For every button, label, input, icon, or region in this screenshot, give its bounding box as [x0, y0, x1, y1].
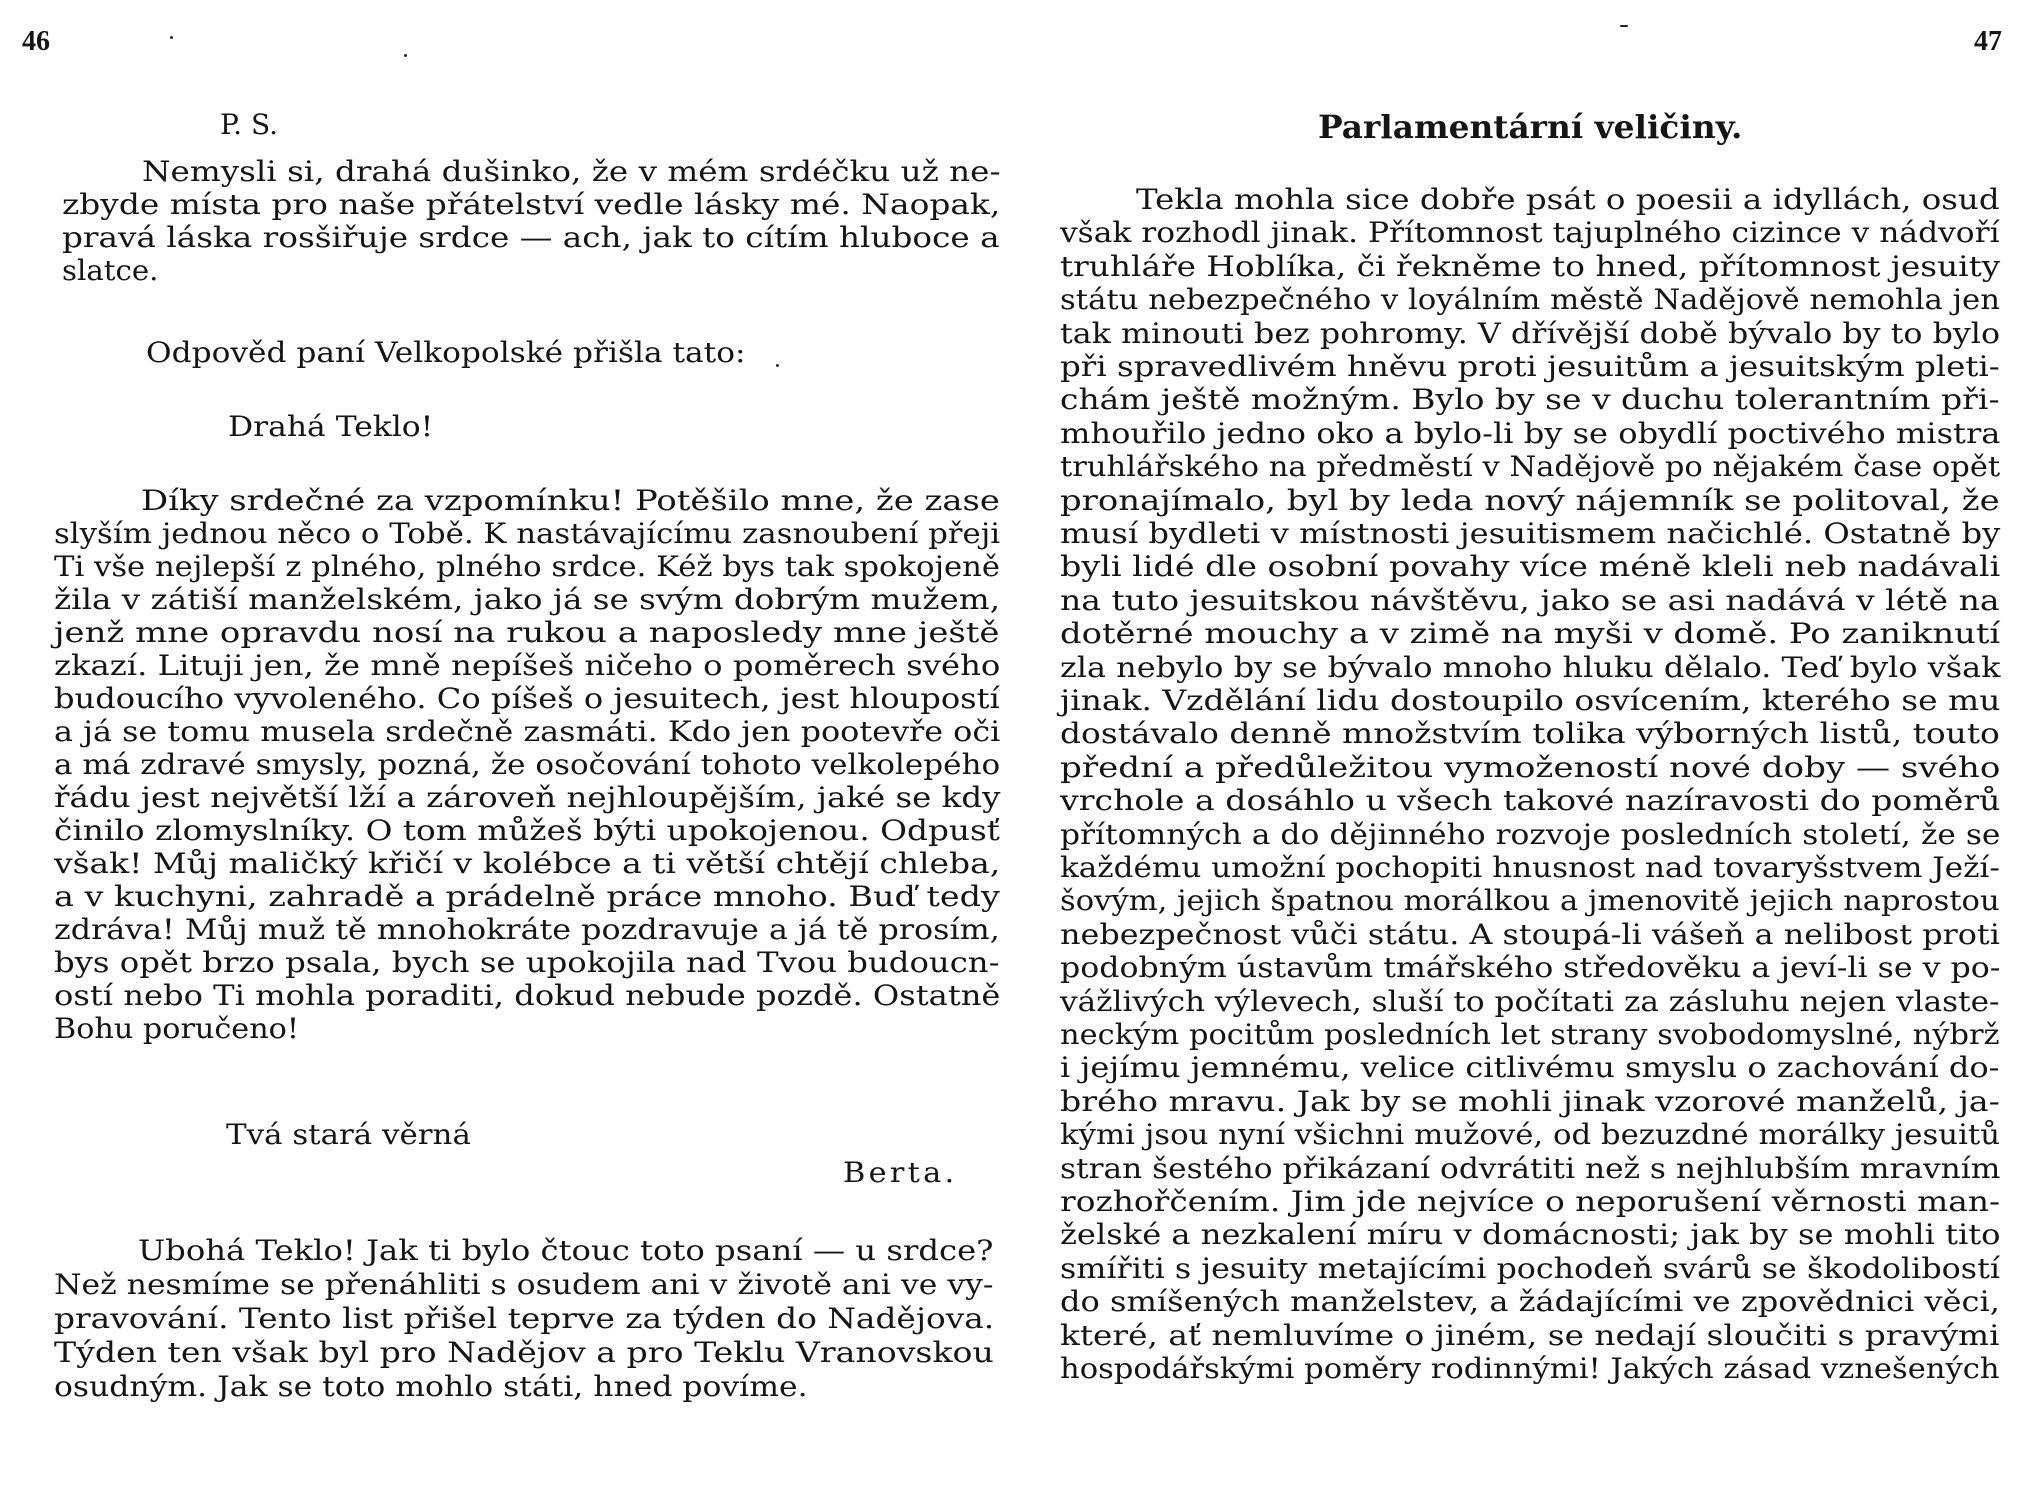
letter-closing: Tvá stará věrná: [226, 1118, 471, 1151]
body-line: podobným ústavům tmářského středověku a jeví-li se v po-: [1060, 951, 2001, 985]
ps-label: P. S.: [220, 108, 279, 141]
body-line: i jejímu jemnému, velice citlivému smyslu o zachování do-: [1060, 1051, 2000, 1085]
body-line: zla nebylo by se bývalo mnoho hluku dělalo. Teď bylo však: [1060, 650, 2001, 684]
body-line: Než nesmíme se přenáhliti s osudem ani v životě ani ve vy-: [54, 1268, 994, 1301]
body-line: každému umožní pochopiti hnusnost nad tovaryšstvem Ježí-: [1060, 851, 2000, 884]
print-speck: [170, 36, 173, 39]
body-line: osudným. Jak se toto mohlo státi, hned povíme.: [54, 1370, 808, 1403]
body-line: však! Můj maličký křičí v kolébce a ti větší chtějí chleba,: [54, 847, 1001, 880]
body-line: řádu jest největší lží a zároveň nejhloupějším, jaké se kdy: [54, 781, 1001, 814]
body-line: státu nebezpečného v loyálním městě Nadějově nemohla jen: [1060, 283, 2000, 317]
body-line: tak minouti bez pohromy. V dřívější době bývalo by to bylo: [1060, 316, 2001, 350]
body-line: které, ať nemluvíme o jiném, se nedají sloučiti s pravými: [1060, 1318, 2000, 1352]
body-line: však rozhodl jinak. Přítomnost tajuplného cizince v nádvoří: [1060, 216, 2000, 250]
chapter-heading: Parlamentární veličiny.: [1318, 108, 1743, 146]
body-line: a má zdravé smysly, pozná, že osočování tohoto velkolepého: [54, 748, 1001, 781]
body-line: vrchole a dosáhlo u všech takové nazíravosti do poměrů: [1060, 784, 2001, 818]
body-line: vážlivých výlevech, sluší to počítati za zásluhu nejen vlaste-: [1060, 984, 2000, 1018]
body-line: žila v zátiší manželském, jako já se svým dobrým mužem,: [54, 583, 1001, 616]
body-line: mhouřilo jedno oko a bylo-li by se obydlí poctivého mistra: [1060, 416, 2001, 450]
body-line: Ubohá Teklo! Jak ti bylo čtouc toto psaní — u srdce?: [138, 1234, 994, 1267]
body-line: Tekla mohla sice dobře psát o poesii a idyllách, osud: [1136, 183, 2000, 216]
body-line: činilo zlomyslníky. O tom můžeš býti upokojenou. Odpusť: [54, 814, 1000, 847]
left-page: [0, 0, 1010, 1500]
body-line: bys opět brzo psala, bych se upokojila nad Tvou budoucn-: [54, 946, 1000, 979]
body-line: pronajímalo, byl by leda nový nájemník se politoval, že: [1060, 483, 2000, 517]
letter-salutation: Drahá Teklo!: [228, 410, 434, 443]
body-line: dostávalo denně množstvím tolika výborných listů, touto: [1060, 717, 2000, 751]
body-line: při spravedlivém hněvu proti jesuitům a jesuitským pleti-: [1060, 350, 2000, 383]
body-line: slatce.: [62, 254, 159, 287]
body-line: a v kuchyni, zahradě a prádelně práce mnoho. Buď tedy: [54, 880, 1000, 913]
print-speck: [776, 364, 779, 367]
body-line: želské a nezkalení míru v domácnosti; jak by se mohli tito: [1060, 1218, 2001, 1252]
reply-intro: Odpověd paní Velkopolské přišla tato:: [146, 336, 746, 369]
page-number-right: 47: [1974, 26, 2002, 57]
body-line: neckým pocitům posledních let strany svobodomyslné, nýbrž: [1060, 1018, 2000, 1051]
body-line: pravování. Tento list přišel teprve za týden do Nadějova.: [54, 1302, 995, 1335]
body-line: budoucího vyvoleného. Co píšeš o jesuitech, jest hloupostí: [54, 682, 1000, 715]
print-speck: [404, 54, 407, 57]
body-line: na tuto jesuitskou návštěvu, jako se asi nadává v létě na: [1060, 583, 2000, 617]
body-line: do smíšených manželstev, a žádajícími ve zpovědnici věci,: [1060, 1285, 2000, 1319]
body-line: Díky srdečné za vzpomínku! Potěšilo mne, že zase: [141, 484, 1000, 517]
body-line: Bohu poručeno!: [54, 1012, 299, 1045]
body-line: přední a předůležitou vymožeností nové doby — svého: [1060, 750, 2001, 784]
body-line: Ti vše nejlepší z plného, plného srdce. Kéž bys tak spokojeně: [54, 550, 1001, 583]
body-line: Nemysli si, drahá dušinko, že v mém srdéčku už ne-: [142, 155, 1001, 188]
body-line: jinak. Vzdělání lidu dostoupilo osvícením, kterého se mu: [1060, 684, 2001, 717]
page-number-left: 46: [22, 26, 50, 57]
body-line: jenž mne opravdu nosí na rukou a naposledy mne ještě: [54, 616, 1000, 649]
body-line: zdráva! Můj muž tě mnohokráte pozdravuje a já tě prosím,: [54, 913, 1000, 946]
body-line: stran šestého přikázaní odvrátiti než s nejhlubším mravním: [1060, 1151, 2001, 1185]
body-line: přítomných a do dějinného rozvoje posledních století, že se: [1060, 817, 2001, 851]
body-line: dotěrné mouchy a v zimě na myši v domě. Po zaniknutí: [1060, 617, 2001, 651]
body-line: zbyde místa pro naše přátelství vedle lásky mé. Naopak,: [62, 188, 1001, 221]
body-line: truhlářského na předměstí v Nadějově po nějakém čase opět: [1060, 450, 2001, 484]
body-line: hospodářskými poměry rodinnými! Jakých zásad vznešených: [1060, 1352, 2000, 1385]
body-line: šovým, jejich špatnou morálkou a jmenovitě jejich naprostou: [1060, 884, 2000, 918]
body-line: pravá láska rosšiřuje srdce — ach, jak to cítím hluboce a: [62, 221, 1000, 254]
body-line: musí bydleti v místnosti jesuitismem načichlé. Ostatně by: [1060, 517, 2001, 550]
body-line: zkazí. Lituji jen, že mně nepíšeš ničeho o poměrech svého: [54, 649, 1001, 682]
body-line: rozhořčením. Jim jde nejvíce o neporušení věrnosti man-: [1060, 1185, 2001, 1218]
body-line: chám ještě možným. Bylo by se v duchu tolerantním při-: [1060, 383, 2000, 417]
body-line: brého mravu. Jak by se mohli jinak vzorové manželů, ja-: [1060, 1084, 2000, 1118]
print-speck: [1620, 25, 1628, 27]
body-line: byli lidé dle osobní povahy více méně kleli neb nadávali: [1060, 550, 2001, 584]
body-line: slyším jednou něco o Tobě. K nastávajícímu zasnoubení přeji: [54, 517, 1001, 550]
body-line: a já se tomu musela srdečně zasmáti. Kdo jen pootevře oči: [54, 715, 1001, 748]
body-line: Týden ten však byl pro Nadějov a pro Teklu Vranovskou: [54, 1336, 994, 1369]
letter-signature: Berta.: [843, 1156, 958, 1189]
body-line: truhláře Hoblíka, či řekněme to hned, přítomnost jesuity: [1060, 249, 2001, 283]
right-page: [1040, 0, 2030, 1500]
body-line: nebezpečnost vůči státu. A stoupá-li vášeň a nelibost proti: [1060, 917, 2000, 951]
body-line: ostí nebo Ti mohla poraditi, dokud nebude pozdě. Ostatně: [54, 979, 1001, 1012]
body-line: smířiti s jesuity metajícími pochodeň svárů se škodolibostí: [1060, 1251, 2000, 1285]
body-line: kými jsou nyní všichni mužové, od bezuzdné morálky jesuitů: [1060, 1118, 2001, 1152]
